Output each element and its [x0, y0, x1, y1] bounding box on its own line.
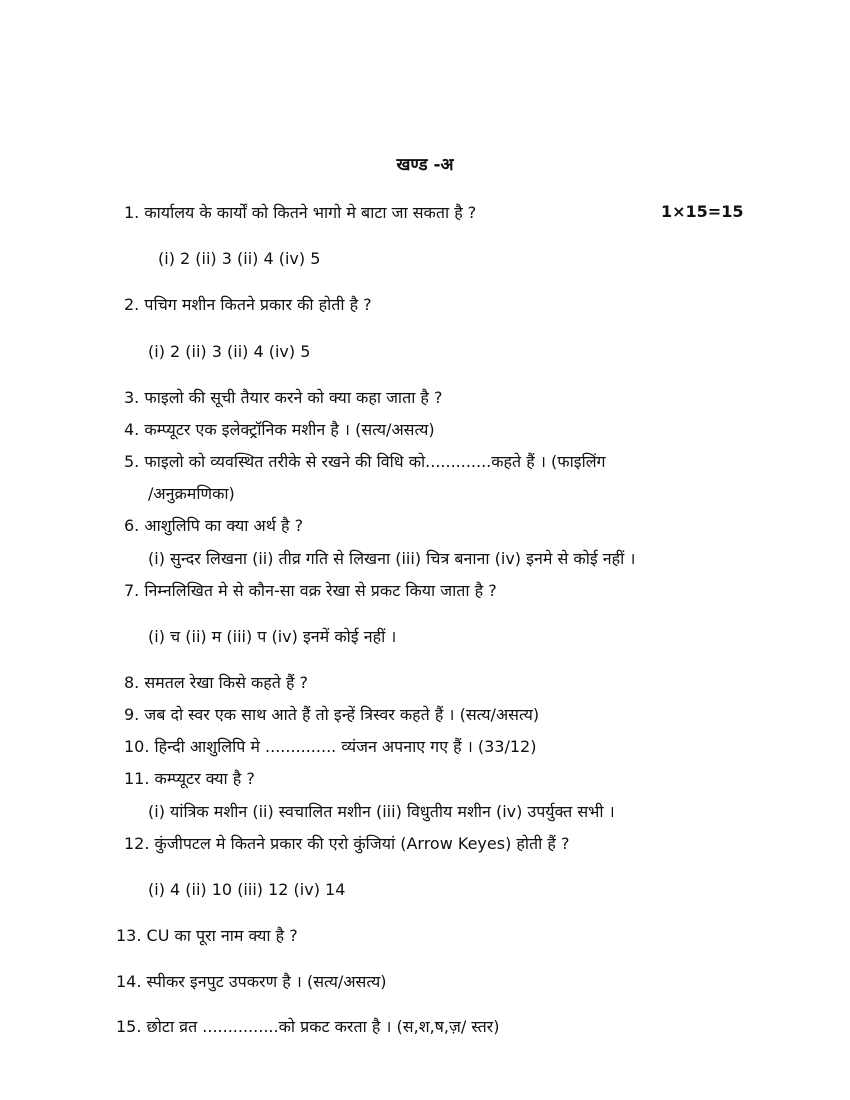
question-9: 9. जब दो स्वर एक साथ आते हैं तो इन्हें त्रिस्वर कहते हैं । (सत्य/असत्य): [124, 705, 540, 724]
question-11: 11. कम्प्यूटर क्या है ?: [124, 769, 255, 788]
question-2-options: (i) 2 (ii) 3 (ii) 4 (iv) 5: [148, 342, 311, 361]
question-3: 3. फाइलो की सूची तैयार करने को क्या कहा जाता है ?: [124, 388, 443, 407]
question-8: 8. समतल रेखा किसे कहते हैं ?: [124, 673, 309, 692]
question-10: 10. हिन्दी आशुलिपि मे .............. व्यंजन अपनाए गए हैं । (33/12): [124, 737, 537, 756]
question-14: 14. स्पीकर इनपुट उपकरण है । (सत्य/असत्य): [116, 972, 387, 991]
question-2: 2. पचिग मशीन कितने प्रकार की होती है ?: [124, 295, 372, 314]
question-1-options: (i) 2 (ii) 3 (ii) 4 (iv) 5: [158, 249, 321, 268]
question-12-options: (i) 4 (ii) 10 (iii) 12 (iv) 14: [148, 880, 346, 899]
question-1: 1. कार्यालय के कार्यों को कितने भागो मे बाटा जा सकता है ?: [124, 203, 477, 222]
question-11-options: (i) यांत्रिक मशीन (ii) स्वचालित मशीन (iii) विधुतीय मशीन (iv) उपर्युक्त सभी ।: [148, 802, 615, 821]
question-15: 15. छोटा व्रत ...............को प्रकट करता है । (स,श,ष,ज़/ स्तर): [116, 1017, 500, 1036]
question-7: 7. निम्नलिखित मे से कौन-सा वक्र रेखा से प्रकट किया जाता है ?: [124, 581, 497, 600]
question-13: 13. CU का पूरा नाम क्या है ?: [116, 926, 298, 945]
question-5: 5. फाइलो को व्यवस्थित तरीके से रखने की विधि को.............कहते हैं । (फाइलिंग: [124, 452, 606, 471]
section-heading: खण्ड -अ: [396, 155, 454, 175]
question-12: 12. कुंजीपटल मे कितने प्रकार की एरो कुंजियां (Arrow Keyes) होती हैं ?: [124, 834, 570, 853]
question-4: 4. कम्प्यूटर एक इलेक्ट्रॉनिक मशीन है । (सत्य/असत्य): [124, 420, 435, 439]
question-7-options: (i) च (ii) म (iii) प (iv) इनमें कोई नहीं ।: [148, 627, 397, 646]
marks-label: 1×15=15: [661, 202, 744, 221]
question-6-options: (i) सुन्दर लिखना (ii) तीव्र गति से लिखना (iii) चित्र बनाना (iv) इनमे से कोई नहीं ।: [148, 549, 636, 568]
question-5-continued: /अनुक्रमणिका): [148, 484, 235, 503]
question-6: 6. आशुलिपि का क्या अर्थ है ?: [124, 516, 304, 535]
